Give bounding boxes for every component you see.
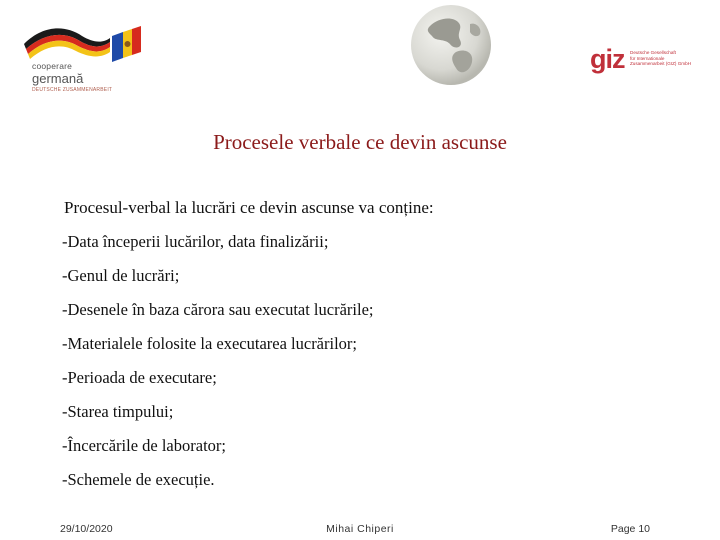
germana-line: germană (32, 70, 84, 86)
list-item: -Starea timpului; (62, 402, 174, 421)
giz-tagline-line: Deutsche Gesellschaft (630, 50, 676, 55)
giz-tagline-line: Zusammenarbeit (GIZ) GmbH (630, 61, 692, 67)
list-item: -Desenele în baza cărora sau executat lucrările; (62, 300, 374, 319)
cooperare-line: cooperare (32, 61, 73, 71)
globe-icon (408, 2, 494, 88)
slide-header (0, 0, 720, 120)
giz-tagline (630, 50, 691, 67)
list-item: -Perioada de executare; (62, 368, 217, 387)
requirements-list (62, 232, 373, 504)
footer-page-number: Page 10 (610, 523, 650, 535)
giz-tagline-line: für Internationale (630, 55, 665, 61)
cooperare-germana-logo (20, 22, 145, 94)
slide-intro: Procesul-verbal la lucrări ce devin ascunse va conține: (64, 198, 434, 217)
list-item: -Schemele de execuție. (62, 470, 215, 489)
list-item: -Genul de lucrări; (62, 266, 180, 285)
giz-logo (590, 46, 700, 78)
footer-date: 29/10/2020 (60, 523, 113, 535)
zusammenarbeit-line: DEUTSCHE ZUSAMMENARBEIT (32, 86, 113, 93)
slide-footer (0, 512, 720, 540)
list-item: -Materialele folosite la executarea lucrărilor; (62, 334, 358, 353)
cooperare-text (32, 62, 112, 93)
giz-wordmark: giz (590, 44, 625, 74)
list-item: -Data începerii lucărilor, data finalizării; (62, 232, 329, 251)
list-item: -Încercările de laborator; (62, 436, 226, 455)
slide-title: Procesele verbale ce devin ascunse (213, 130, 507, 154)
footer-author: Mihai Chiperi (326, 523, 394, 535)
